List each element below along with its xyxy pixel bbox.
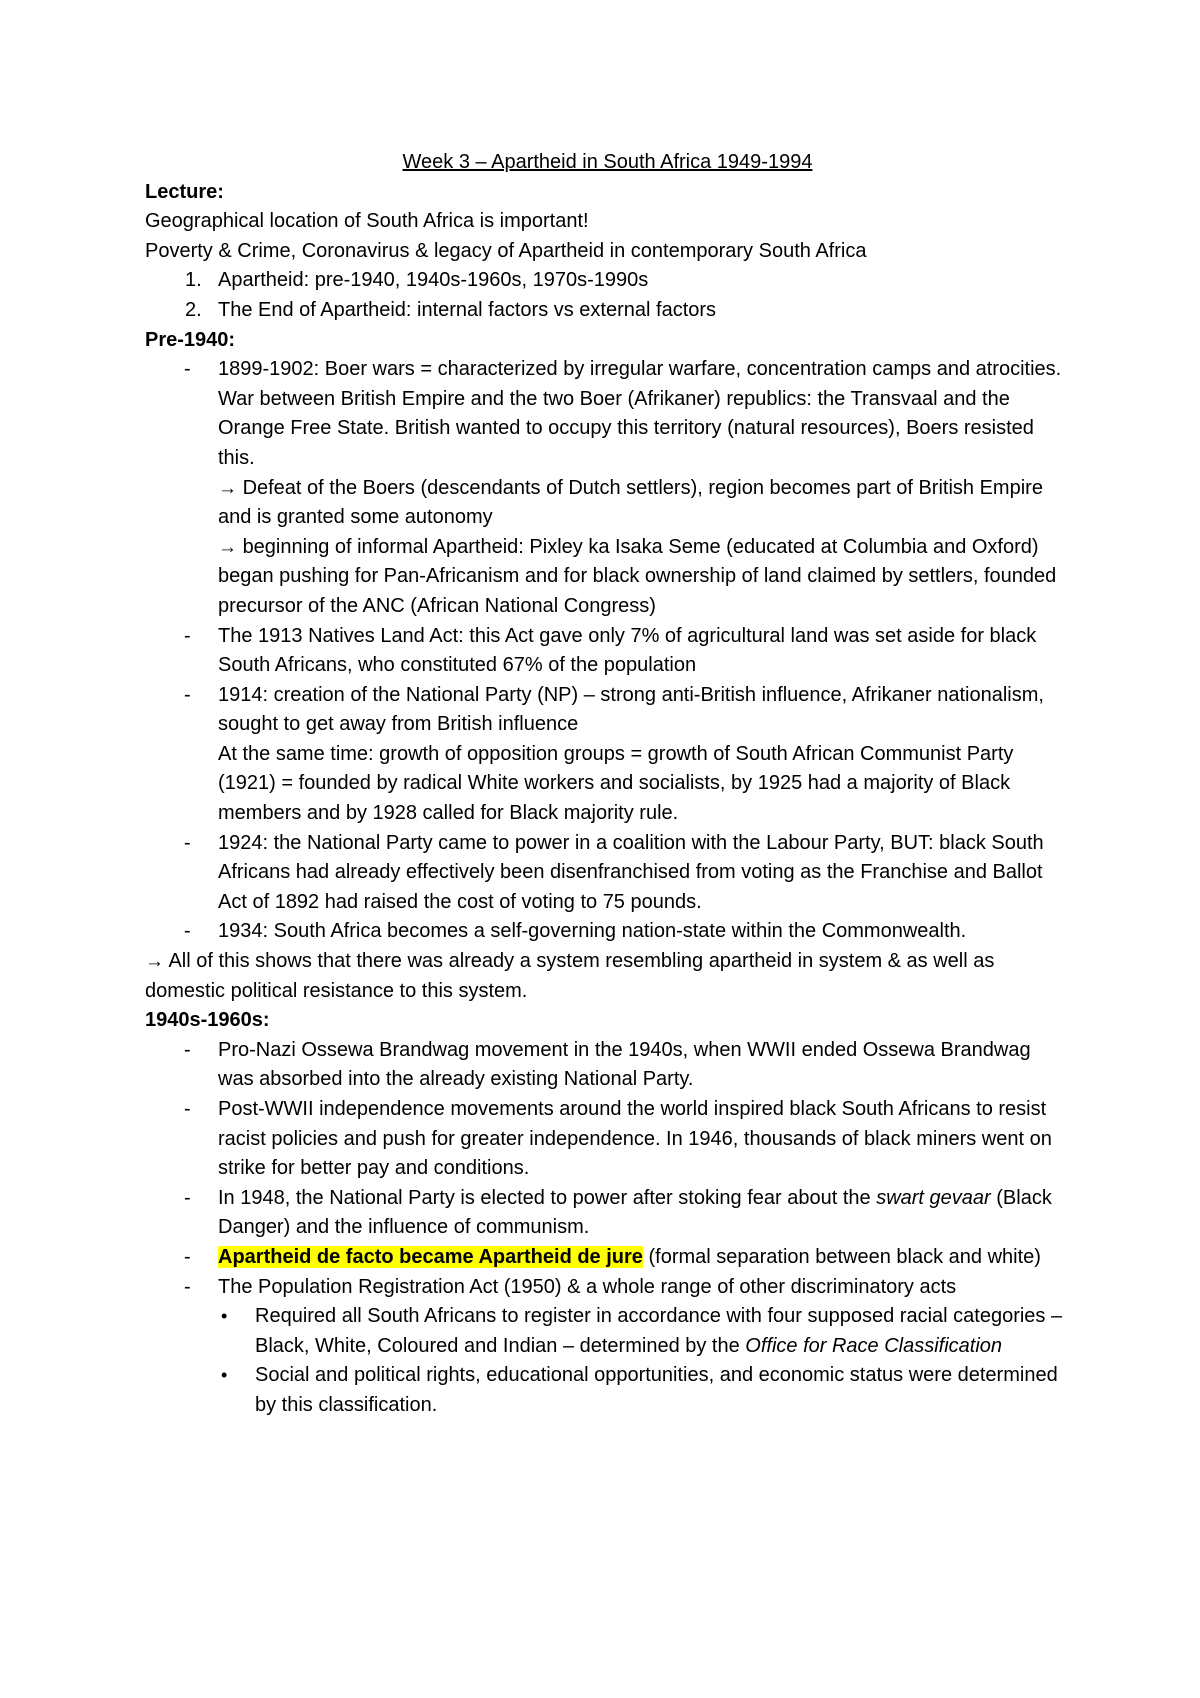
lecture-heading: Lecture:	[145, 180, 224, 203]
list-item-text: In 1948, the National Party is elected to power after stoking fear about the swart gevaar (Black Danger) and the influence of communism.	[218, 1186, 1052, 1239]
list-number: 2.	[185, 298, 202, 321]
dash-marker: -	[184, 1098, 191, 1120]
list-item-text: 1934: South Africa becomes a self-governing nation-state within the Commonwealth.	[218, 920, 967, 943]
arrow-line: → Defeat of the Boers (descendants of Dutch settlers), region becomes part of British Empire and is granted some autonomy	[218, 476, 1043, 529]
bullet-marker: •	[221, 1306, 228, 1327]
italic-term: swart gevaar	[876, 1186, 991, 1209]
bullet-item-rights	[145, 1361, 1070, 1420]
arrow-line: → beginning of informal Apartheid: Pixley ka Isaka Seme (educated at Columbia and Oxford) began pushing for Pan-Africanism and for black ownership of land claimed by settlers, founded precursor of the ANC (African National Congress)	[218, 535, 1057, 617]
highlighted-text: Apartheid de facto became Apartheid de jure	[218, 1245, 643, 1268]
document-page	[145, 148, 1070, 1421]
dash-marker: -	[184, 1038, 191, 1061]
italic-term: Office for Race Classification	[745, 1334, 1003, 1357]
list-item-np-1914	[145, 681, 1070, 829]
list-item-land-act	[145, 622, 1070, 681]
list-item-text: Post-WWII independence movements around the world inspired black South Africans to resist racist policies and push for greater independence. In 1946, thousands of black miners went on strike for better pay and conditions.	[218, 1098, 1052, 1180]
numbered-item-text: The End of Apartheid: internal factors vs external factors	[218, 298, 717, 321]
bullet-item-text: Social and political rights, educational opportunities, and economic status were determined by this classification.	[255, 1364, 1058, 1416]
list-item-text: 1924: the National Party came to power in a coalition with the Labour Party, BUT: black South Africans had already effectively been disenfranchised from voting as the Franchise and Ballot Act of 1892 had raised the cost of voting to 75 pounds.	[218, 831, 1044, 913]
intro-line-1: Geographical location of South Africa is important!	[145, 210, 589, 233]
bullet-marker: •	[221, 1365, 228, 1386]
bullet-item-registration	[145, 1302, 1070, 1361]
bullet-item-text: Required all South Africans to register in accordance with four supposed racial categories – Black, White, Coloured and Indian – determined by the Office for Race Classification	[255, 1305, 1063, 1357]
list-item-postwar	[145, 1095, 1070, 1184]
dash-marker: -	[184, 1245, 191, 1268]
list-item-text: At the same time: growth of opposition groups = growth of South African Communist Party (1921) = founded by radical White workers and socialists, by 1925 had a majority of Black members and by 1928 called for Black majority rule.	[218, 742, 1014, 825]
summary-line: → All of this shows that there was already a system resembling apartheid in system & as well as domestic political resistance to this system.	[145, 950, 995, 1002]
list-item-ossewa	[145, 1036, 1070, 1095]
list-item-sa-1934	[145, 917, 1070, 947]
section-heading-pre1940: Pre-1940:	[145, 328, 236, 351]
numbered-item-1	[145, 266, 1070, 296]
arrow-icon: →	[145, 951, 164, 973]
arrow-icon: →	[218, 536, 237, 558]
numbered-item-2	[145, 296, 1070, 326]
list-item-de-jure	[145, 1243, 1070, 1273]
list-item-text: Apartheid de facto became Apartheid de jure (formal separation between black and white)	[218, 1245, 1041, 1268]
list-item-text: Pro-Nazi Ossewa Brandwag movement in the 1940s, when WWII ended Ossewa Brandwag was absorbed into the already existing National Party.	[218, 1038, 1031, 1091]
list-item-text: 1914: creation of the National Party (NP) – strong anti-British influence, Afrikaner nationalism, sought to get away from British influence	[218, 683, 1044, 736]
list-item-text: The 1913 Natives Land Act: this Act gave only 7% of agricultural land was set aside for black South Africans, who constituted 67% of the population	[218, 624, 1037, 677]
list-item-np-1948	[145, 1184, 1070, 1243]
dash-marker: -	[184, 1275, 191, 1298]
arrow-icon: →	[218, 477, 237, 499]
list-item-boer-wars	[145, 355, 1070, 621]
list-item-np-1924	[145, 829, 1070, 918]
page-title: Week 3 – Apartheid in South Africa 1949-1994	[402, 151, 813, 173]
dash-marker: -	[184, 831, 191, 854]
dash-marker: -	[184, 624, 191, 647]
numbered-item-text: Apartheid: pre-1940, 1940s-1960s, 1970s-1990s	[218, 269, 649, 292]
dash-marker: -	[184, 1186, 191, 1209]
list-item-text: The Population Registration Act (1950) & a whole range of other discriminatory acts	[218, 1275, 957, 1298]
dash-marker: -	[184, 683, 191, 706]
dash-marker: -	[184, 920, 191, 943]
dash-marker: -	[184, 358, 191, 381]
list-item-population-registration	[145, 1273, 1070, 1303]
list-number: 1.	[185, 269, 202, 292]
list-item-text: 1899-1902: Boer wars = characterized by irregular warfare, concentration camps and atrocities. War between British Empire and the two Boer (Afrikaner) republics: the Transvaal and the Orange Free State. British wanted to occupy this territory (natural resources), Boers resisted this.	[218, 358, 1062, 469]
section-heading-1940s: 1940s-1960s:	[145, 1009, 270, 1032]
intro-line-2: Poverty & Crime, Coronavirus & legacy of Apartheid in contemporary South Africa	[145, 239, 867, 262]
